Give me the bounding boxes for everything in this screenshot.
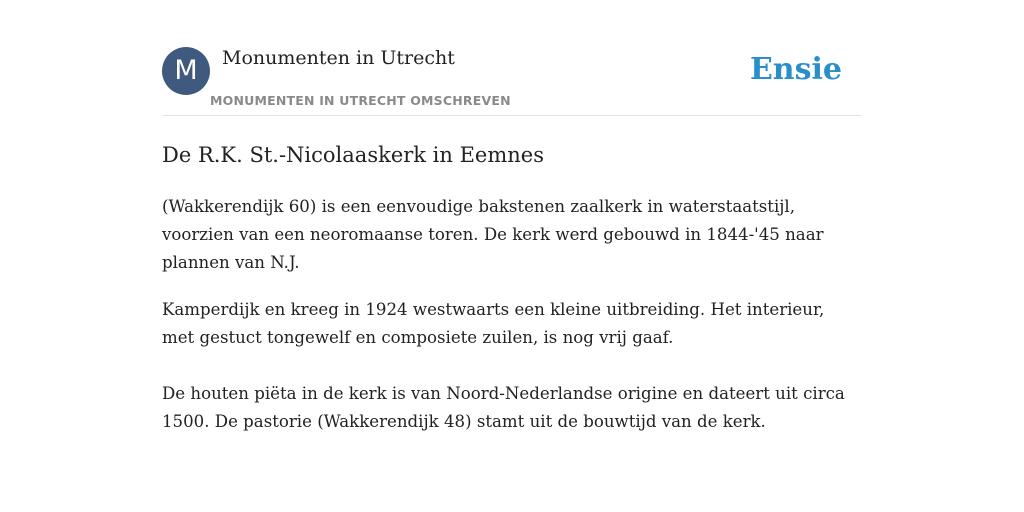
- paragraph-line: voorzien van een neoromaanse toren. De kerk werd gebouwd in 1844-'45 naar: [162, 225, 824, 244]
- paragraph-line: (Wakkerendijk 60) is een eenvoudige bakstenen zaalkerk in waterstaatstijl,: [162, 197, 796, 216]
- article-paragraph: [162, 193, 862, 277]
- header: [162, 46, 862, 116]
- paragraph-line: De houten piëta in de kerk is van Noord-Nederlandse origine en dateert uit circa: [162, 384, 845, 403]
- site-subtitle: MONUMENTEN IN UTRECHT OMSCHREVEN: [210, 93, 511, 108]
- article-title: De R.K. St.-Nicolaaskerk in Eemnes: [162, 143, 544, 167]
- brand-logo[interactable]: Ensie: [749, 52, 842, 87]
- site-title[interactable]: Monumenten in Utrecht: [222, 47, 455, 69]
- avatar[interactable]: M: [162, 47, 210, 95]
- paragraph-line: plannen van N.J.: [162, 253, 300, 272]
- article-paragraph: [162, 380, 862, 436]
- paragraph-line: met gestuct tongewelf en composiete zuilen, is nog vrij gaaf.: [162, 328, 674, 347]
- paragraph-line: 1500. De pastorie (Wakkerendijk 48) stamt uit de bouwtijd van de kerk.: [162, 412, 766, 431]
- article-paragraph: [162, 296, 862, 352]
- paragraph-line: Kamperdijk en kreeg in 1924 westwaarts een kleine uitbreiding. Het interieur,: [162, 300, 825, 319]
- header-divider: [162, 115, 862, 116]
